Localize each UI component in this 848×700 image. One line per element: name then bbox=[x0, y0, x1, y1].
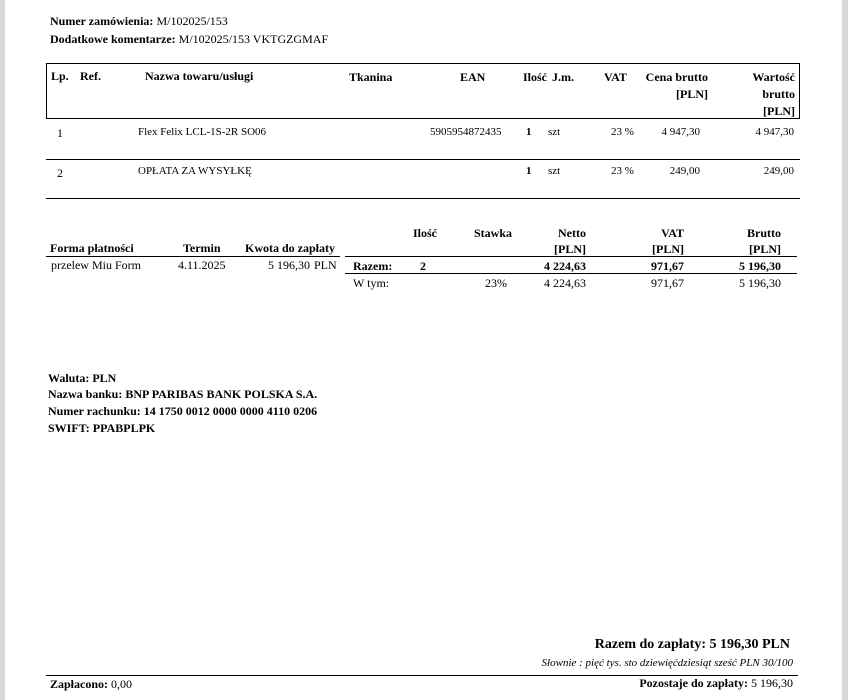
col-value-header-1: Wartość bbox=[752, 70, 795, 84]
vat-total-gross: 5 196,30 bbox=[739, 259, 781, 273]
bank-currency-label: Waluta: bbox=[48, 371, 90, 385]
total-due-label: Razem do zapłaty: bbox=[594, 637, 706, 652]
vat-qty-header: Ilość bbox=[413, 226, 437, 240]
row2-price: 249,00 bbox=[669, 165, 700, 177]
vat-net-header-2: [PLN] bbox=[554, 242, 586, 256]
vat-vat-header-1: VAT bbox=[661, 226, 684, 240]
row1-unit: szt bbox=[548, 126, 561, 138]
bank-currency bbox=[48, 371, 116, 386]
col-value-header-2: brutto bbox=[762, 87, 795, 101]
vat-breakdown-rate: 23% bbox=[485, 276, 507, 290]
row2-vat: 23 % bbox=[611, 165, 634, 177]
row1-divider bbox=[46, 159, 800, 160]
page-edge-left bbox=[0, 0, 5, 700]
total-due-value: 5 196,30 PLN bbox=[709, 637, 790, 652]
vat-header-divider bbox=[345, 256, 797, 257]
col-qty-header: Ilość bbox=[523, 70, 547, 84]
vat-total-qty: 2 bbox=[420, 259, 426, 273]
payment-method-header: Forma płatności bbox=[50, 241, 134, 255]
order-number-value: M/102025/153 bbox=[156, 14, 228, 28]
col-name-header: Nazwa towaru/usługi bbox=[145, 69, 254, 83]
col-unit-header: J.m. bbox=[552, 70, 574, 84]
payment-header-divider bbox=[46, 256, 340, 257]
payment-method: przelew Miu Form bbox=[51, 258, 141, 272]
row1-lp: 1 bbox=[57, 126, 63, 140]
row2-value: 249,00 bbox=[763, 165, 794, 177]
row2-lp: 2 bbox=[57, 166, 63, 180]
col-lp-header: Lp. bbox=[51, 69, 69, 83]
col-value-header-3: [PLN] bbox=[763, 104, 795, 118]
vat-breakdown-gross: 5 196,30 bbox=[739, 276, 781, 290]
payment-currency: PLN bbox=[314, 258, 337, 272]
bank-name-label: Nazwa banku: bbox=[48, 387, 123, 401]
paid-amount bbox=[50, 677, 132, 692]
vat-total-vat: 971,67 bbox=[651, 259, 684, 273]
row1-ean: 5905954872435 bbox=[430, 126, 502, 138]
row2-name: OPŁATA ZA WYSYŁKĘ bbox=[138, 165, 252, 177]
row1-value: 4 947,30 bbox=[755, 126, 794, 138]
bank-account-value: 14 1750 0012 0000 0000 4110 0206 bbox=[143, 404, 318, 418]
col-ref-header: Ref. bbox=[80, 69, 101, 83]
row1-qty: 1 bbox=[526, 126, 532, 138]
vat-gross-header-1: Brutto bbox=[747, 226, 781, 240]
remaining-amount bbox=[560, 676, 793, 691]
order-comment-value: M/102025/153 VKTGZGMAF bbox=[178, 32, 329, 46]
vat-breakdown-vat: 971,67 bbox=[651, 276, 684, 290]
vat-total-net: 4 224,63 bbox=[544, 259, 586, 273]
bank-name-value: BNP PARIBAS BANK POLSKA S.A. bbox=[125, 387, 318, 401]
vat-breakdown-net: 4 224,63 bbox=[544, 276, 586, 290]
payment-amount: 5 196,30 bbox=[268, 258, 310, 272]
total-due bbox=[430, 637, 790, 653]
order-comment-label: Dodatkowe komentarze: bbox=[50, 32, 176, 46]
payment-term: 4.11.2025 bbox=[178, 258, 226, 272]
row2-divider bbox=[46, 198, 800, 199]
vat-total-label: Razem: bbox=[353, 259, 393, 273]
row2-qty: 1 bbox=[526, 165, 532, 177]
payment-amount-header: Kwota do zapłaty bbox=[245, 241, 335, 255]
vat-gross-header-2: [PLN] bbox=[749, 242, 781, 256]
order-number bbox=[50, 14, 228, 29]
bank-account bbox=[48, 404, 317, 419]
total-in-words: Słownie : pięć tys. sto dziewięćdziesiąt sześć PLN 30/100 bbox=[541, 657, 793, 669]
order-number-label: Numer zamówienia: bbox=[50, 14, 154, 28]
bank-name bbox=[48, 387, 317, 402]
vat-net-header-1: Netto bbox=[558, 226, 586, 240]
vat-vat-header-2: [PLN] bbox=[652, 242, 684, 256]
page-edge-right bbox=[842, 0, 848, 700]
bank-account-label: Numer rachunku: bbox=[48, 404, 141, 418]
remaining-value: 5 196,30 bbox=[751, 676, 793, 690]
paid-value: 0,00 bbox=[111, 677, 133, 691]
col-ean-header: EAN bbox=[460, 70, 486, 84]
remaining-label: Pozostaje do zapłaty: bbox=[639, 676, 748, 690]
bank-swift bbox=[48, 421, 155, 436]
col-price-header-2: [PLN] bbox=[676, 87, 708, 101]
col-vat-header: VAT bbox=[604, 70, 627, 84]
col-price-header-1: Cena brutto bbox=[645, 70, 708, 84]
bank-swift-value: PPABPLPK bbox=[92, 421, 156, 435]
bank-currency-value: PLN bbox=[92, 371, 117, 385]
col-fabric-header: Tkanina bbox=[349, 70, 393, 84]
payment-term-header: Termin bbox=[183, 241, 221, 255]
paid-label: Zapłacono: bbox=[50, 677, 109, 691]
row2-unit: szt bbox=[548, 165, 561, 177]
row1-vat: 23 % bbox=[611, 126, 634, 138]
row1-price: 4 947,30 bbox=[661, 126, 700, 138]
row1-name: Flex Felix LCL-1S-2R SO06 bbox=[138, 126, 267, 138]
vat-breakdown-label: W tym: bbox=[353, 276, 390, 290]
vat-rate-header: Stawka bbox=[474, 226, 513, 240]
vat-total-divider bbox=[345, 273, 797, 274]
bank-swift-label: SWIFT: bbox=[48, 421, 90, 435]
order-comment bbox=[50, 32, 328, 47]
